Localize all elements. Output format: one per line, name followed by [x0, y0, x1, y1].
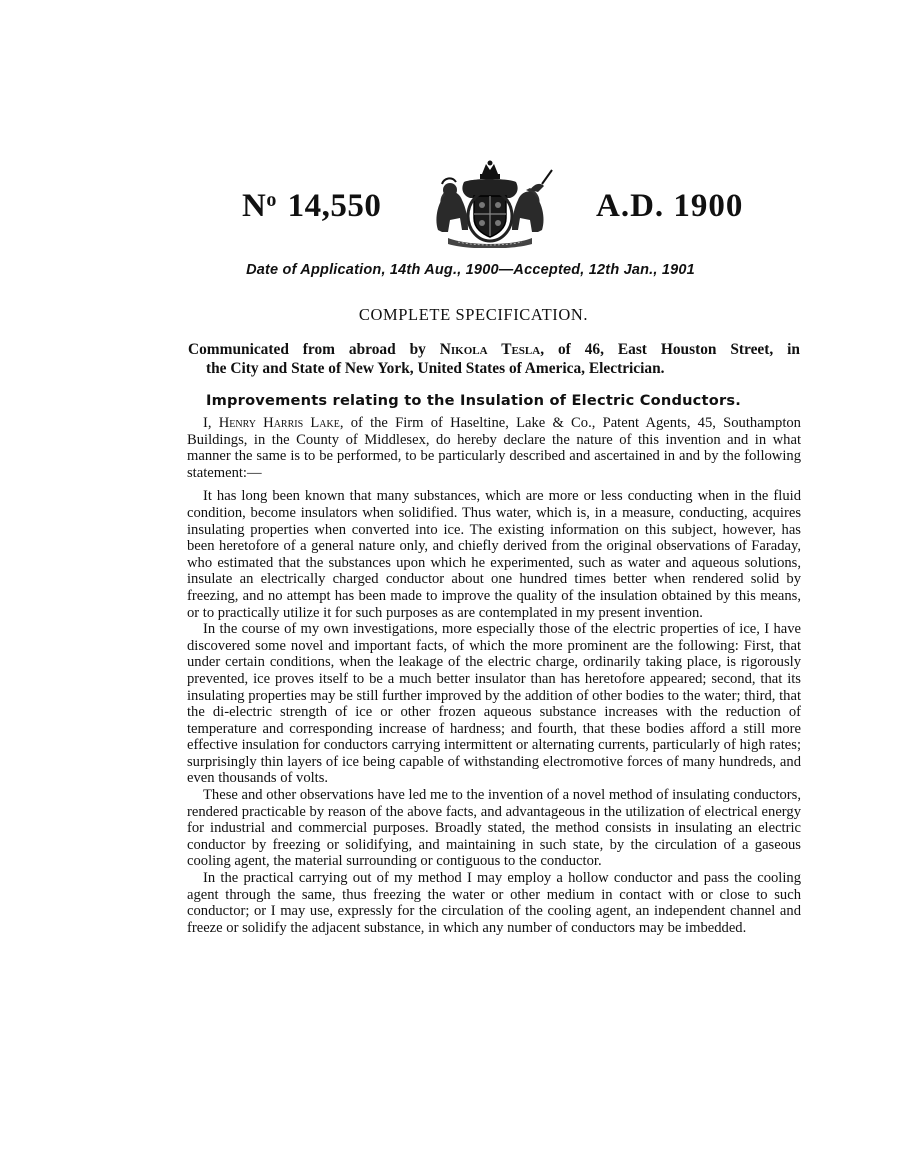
body-paragraph-4: In the practical carrying out of my method I may employ a hollow conductor and pass the cooling agent through the same, thus freezing the water or other medium in contact with or close to such conductor; or I may use, expressly for the circulation of the cooling agent, an independent channel and freeze or solidify the adjacent substance, in which any number of conductors may be imbedded.	[187, 870, 801, 936]
application-date-line: Date of Application, 14th Aug., 1900—Accepted, 12th Jan., 1901	[246, 262, 695, 278]
patent-number: $N^o$ 14,550	[242, 188, 382, 224]
invention-title: Improvements relating to the Insulation of Electric Conductors.	[206, 392, 741, 409]
communicated-line-1: Communicated from abroad by Nikola Tesla, of 46, East Houston Street, in	[188, 341, 800, 358]
royal-coat-of-arms-emblem	[424, 160, 556, 248]
specification-heading: COMPLETE SPECIFICATION.	[358, 305, 589, 324]
communicated-line-2: the City and State of New York, United States of America, Electrician.	[206, 360, 665, 377]
intro-paragraph: I, Henry Harris Lake, of the Firm of Haseltine, Lake & Co., Patent Agents, 45, Southampton Buildings, in the County of Middlesex, do hereby declare the nature of this invention and in what manner the same is to be performed, to be particularly described and ascertained in and by the following statement:—	[187, 415, 801, 481]
communicated-by-paragraph	[188, 340, 800, 378]
specification-body	[187, 415, 801, 936]
body-paragraph-3: These and other observations have led me to the invention of a novel method of insulating conductors, rendered practicable by reason of the above facts, and advantageous in the utilization of electrical energy for industrial and commercial purposes. Broadly stated, the method consists in insulating an electric conductor by freezing or solidifying, and maintaining in such state, by the circulation of a gaseous cooling agent, the material surrounding or contiguous to the conductor.	[187, 787, 801, 870]
patent-year: A.D. 1900	[596, 188, 744, 224]
body-paragraph-1: It has long been known that many substances, which are more or less conducting when in the fluid condition, become insulators when solidified. Thus water, which is, in a measure, conducting, acquires insulating properties when converted into ice. The existing information on this subject, however, has been heretofore of a general nature only, and chiefly derived from the original observations of Faraday, who estimated that the substances upon which he experimented, such as water and aqueous solutions, insulate an electrically charged conductor about one hundred times better when rendered solid by freezing, and no attempt has been made to improve the quality of the insulation obtained by this means, or to practically utilize it for such purposes as are contemplated in my present invention.	[187, 488, 801, 621]
body-paragraph-2: In the course of my own investigations, more especially those of the electric properties of ice, I have discovered some novel and important facts, of which the more prominent are the following: First, that under certain conditions, when the leakage of the electric charge, ordinarily taking place, is rigorously prevented, ice proves itself to be a much better insulator than has heretofore appeared; second, that its insulating properties may be still further improved by the addition of other bodies to the water; third, that the di-electric strength of ice or other frozen aqueous substance increases with the reduction of temperature and corresponding increase of hardness; and fourth, that these bodies afford a still more effective insulation for conductors carrying intermittent or alternating currents, particularly of high rates; surprisingly thin layers of ice being capable of withstanding electromotive forces of many hundreds, and even thousands of volts.	[187, 621, 801, 787]
inventor-name: Nikola Tesla	[439, 341, 541, 358]
patent-header	[0, 160, 911, 250]
agent-name: Henry Harris Lake	[218, 415, 340, 431]
